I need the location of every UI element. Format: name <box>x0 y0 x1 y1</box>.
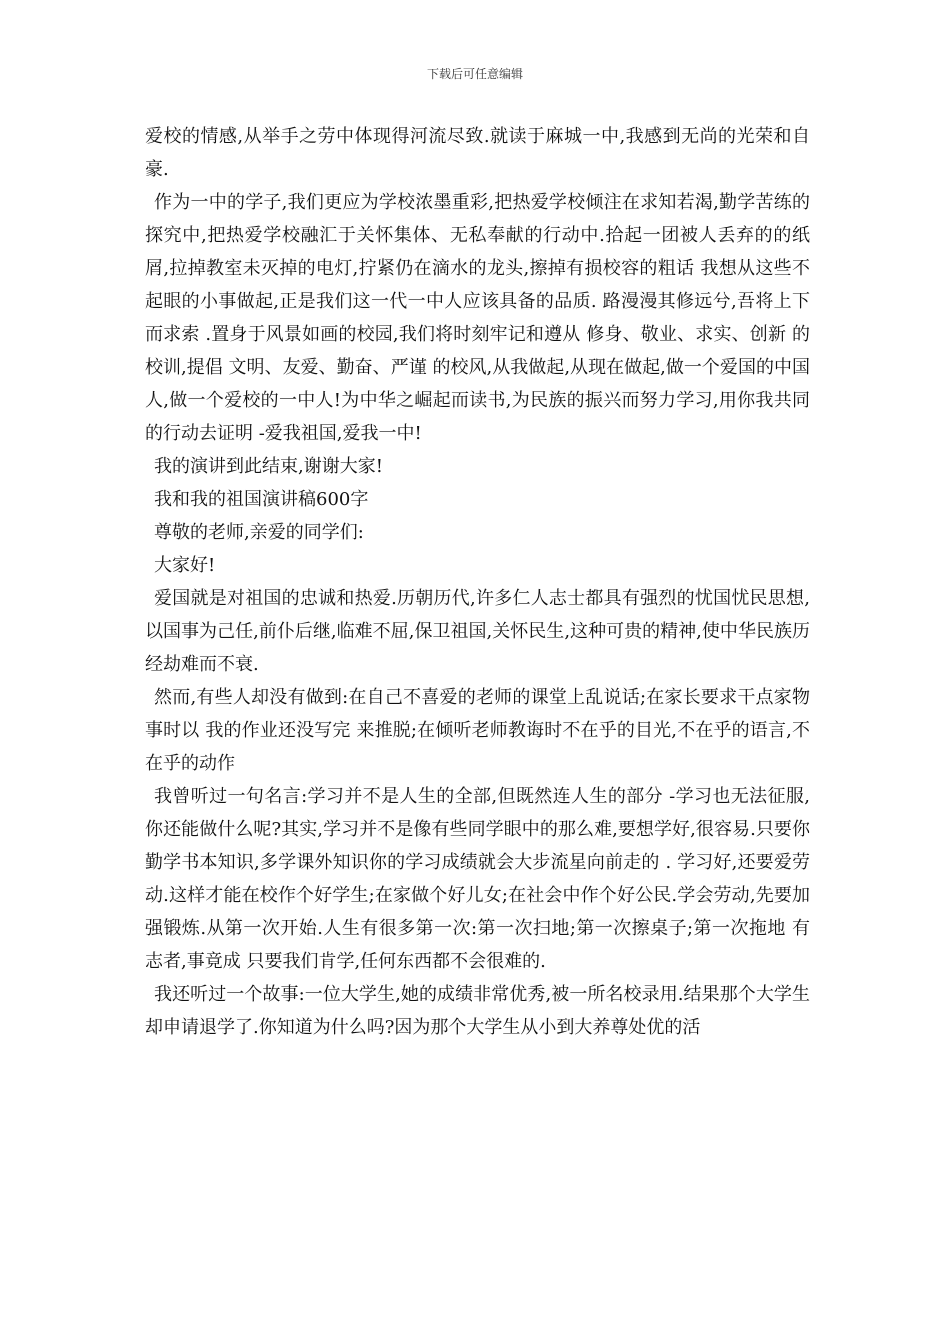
paragraph: 我还听过一个故事:一位大学生,她的成绩非常优秀,被一所名校录用.结果那个大学生却申请退学了.你知道为什么吗?因为那个大学生从小到大养尊处优的活 <box>145 984 810 1038</box>
paragraph: 然而,有些人却没有做到:在自己不喜爱的老师的课堂上乱说话;在家长要求干点家物事时以 我的作业还没写完 来推脱;在倾听老师教诲时不在乎的目光,不在乎的语言,不在乎的动作 <box>145 687 810 774</box>
page-header: 下载后可任意编辑 <box>426 67 523 81</box>
paragraph: 爱校的情感,从举手之劳中体现得河流尽致.就读于麻城一中,我感到无尚的光荣和自豪. <box>145 126 810 180</box>
paragraph: 我曾听过一句名言:学习并不是人生的全部,但既然连人生的部分 -学习也无法征服,你还能做什么呢?其实,学习并不是像有些同学眼中的那么难,要想学好,很容易.只要你勤学书本知识,多学课外知识你的学习成绩就会大步流星向前走的 . 学习好,还要爱劳动.这样才能在校作个好学生;在家做个好儿女;在社会中作个好公民.学会劳动,先要加强锻炼.从第一次开始.人生有很多第一次:第一次扫地;第一次擦桌子;第一次拖地 有志者,事竟成 只要我们肯学,任何东西都不会很难的. <box>145 786 810 972</box>
paragraph: 我的演讲到此结束,谢谢大家! <box>154 456 383 477</box>
paragraph: 作为一中的学子,我们更应为学校浓墨重彩,把热爱学校倾注在求知若渴,勤学苦练的探究中,把热爱学校融汇于关怀集体、无私奉献的行动中.拾起一团被人丢弃的的纸屑,拉掉教室未灭掉的电灯,拧紧仍在滴水的龙头,擦掉有损校容的粗话 我想从这些不起眼的小事做起,正是我们这一代一中人应该具备的品质. 路漫漫其修远兮,吾将上下而求索 .置身于风景如画的校园,我们将时刻牢记和遵从 修身、敬业、求实、创新 的校训,提倡 文明、友爱、勤奋、严谨 的校风,从我做起,从现在做起,做一个爱国的中国人,做一个爱校的一中人!为中华之崛起而读书,为民族的振兴而努力学习,用你我共同的行动去证明 -爱我祖国,爱我一中! <box>145 192 810 444</box>
paragraph: 爱国就是对祖国的忠诚和热爱.历朝历代,许多仁人志士都具有强烈的忧国忧民思想,以国事为己任,前仆后继,临难不屈,保卫祖国,关怀民生,这种可贵的精神,使中华民族历经劫难而不衰. <box>145 588 810 675</box>
document-body <box>145 120 810 1044</box>
salutation: 尊敬的老师,亲爱的同学们: <box>154 522 364 543</box>
speech-title: 我和我的祖国演讲稿600字 <box>154 489 369 510</box>
greeting: 大家好! <box>154 555 216 576</box>
